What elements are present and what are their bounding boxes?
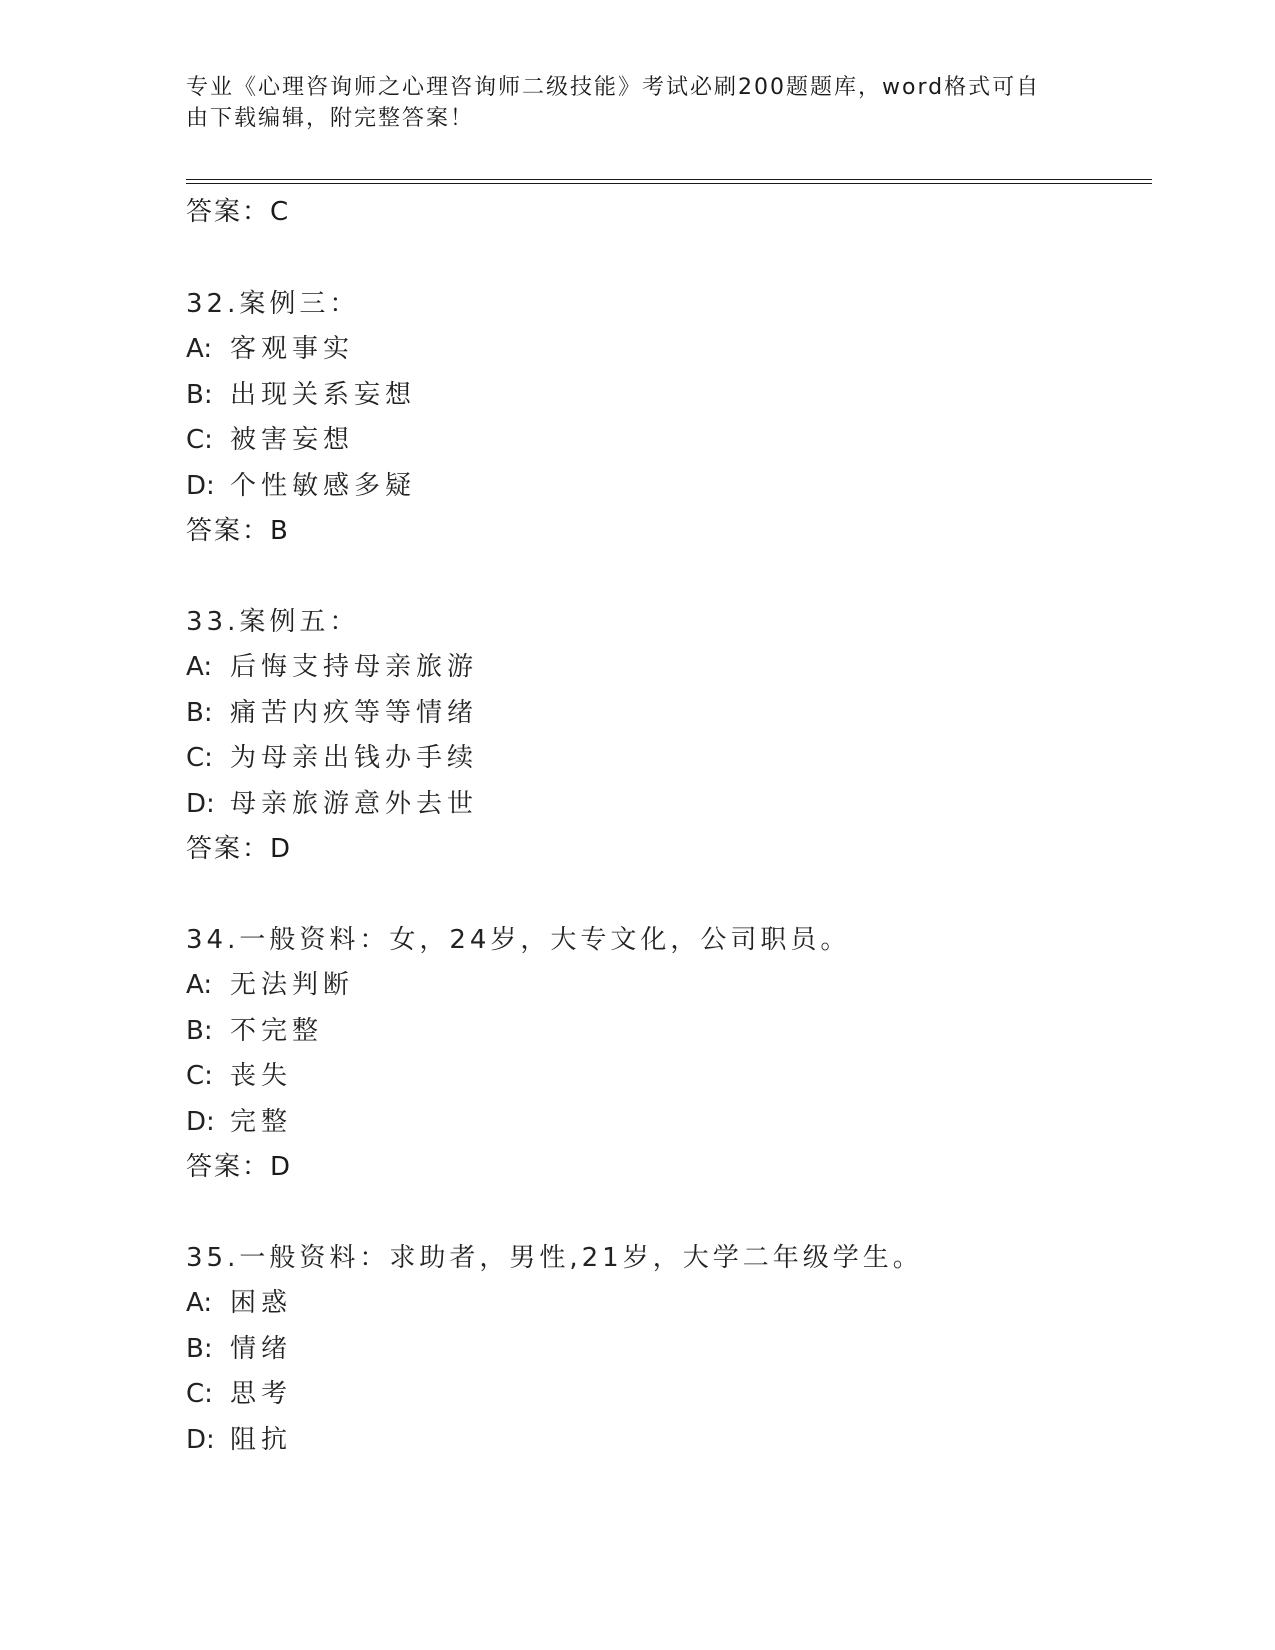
- option-d: [186, 464, 1146, 510]
- option-key: D:: [186, 1424, 215, 1455]
- option-key: A:: [186, 652, 213, 682]
- option-key: D:: [186, 1106, 215, 1137]
- header-divider-bottom: [186, 183, 1152, 184]
- option-key: A:: [186, 970, 213, 1000]
- option-a: [186, 963, 1146, 1009]
- question-35: [186, 1236, 1146, 1463]
- question-answer: 答案：D: [186, 1152, 293, 1182]
- option-c: [186, 736, 1146, 782]
- option-d: [186, 1100, 1146, 1146]
- option-text: 痛苦内疚等等情绪: [230, 697, 479, 728]
- question-33: [186, 600, 1146, 871]
- option-b: [186, 1009, 1146, 1055]
- option-a: [186, 327, 1146, 373]
- option-d: [186, 782, 1146, 828]
- option-a: [186, 645, 1146, 691]
- option-b: [186, 373, 1146, 419]
- option-text: 情绪: [230, 1333, 293, 1364]
- option-key: C:: [186, 743, 213, 773]
- option-text: 客观事实: [230, 334, 355, 364]
- option-key: B:: [186, 697, 213, 728]
- question-34: [186, 918, 1146, 1189]
- question-title: 32.案例三：: [186, 289, 360, 319]
- option-text: 不完整: [230, 1015, 324, 1046]
- option-text: 丧失: [230, 1061, 293, 1091]
- option-text: 思考: [230, 1379, 293, 1409]
- option-key: A:: [186, 1288, 213, 1318]
- option-c: [186, 1372, 1146, 1418]
- document-header: [186, 72, 1066, 134]
- question-title: 35.一般资料：求助者，男性,21岁，大学二年级学生。: [186, 1243, 923, 1273]
- option-text: 困惑: [230, 1288, 293, 1318]
- option-key: A:: [186, 334, 213, 364]
- option-b: [186, 691, 1146, 737]
- option-a: [186, 1281, 1146, 1327]
- header-line-2: 由下载编辑，附完整答案！: [186, 106, 475, 131]
- question-title: 33.案例五：: [186, 607, 360, 637]
- option-key: D:: [186, 470, 215, 501]
- question-title: 34.一般资料：女，24岁，大专文化，公司职员。: [186, 925, 851, 955]
- option-key: C:: [186, 1379, 213, 1409]
- option-text: 被害妄想: [230, 425, 355, 455]
- option-key: B:: [186, 1015, 213, 1046]
- option-d: [186, 1418, 1146, 1464]
- option-text: 完整: [230, 1106, 293, 1137]
- option-key: C:: [186, 1061, 213, 1091]
- question-32: [186, 282, 1146, 553]
- header-line-1: 专业《心理咨询师之心理咨询师二级技能》考试必刷200题题库，word格式可自: [186, 75, 1041, 100]
- option-text: 母亲旅游意外去世: [230, 788, 479, 819]
- option-c: [186, 418, 1146, 464]
- option-text: 为母亲出钱办手续: [230, 743, 479, 773]
- option-b: [186, 1327, 1146, 1373]
- option-text: 个性敏感多疑: [230, 470, 417, 501]
- header-divider-top: [186, 179, 1152, 180]
- question-answer: 答案：B: [186, 516, 290, 546]
- previous-answer: 答案：C: [186, 197, 291, 227]
- option-key: C:: [186, 425, 213, 455]
- option-text: 阻抗: [230, 1424, 293, 1455]
- option-key: B:: [186, 379, 213, 410]
- option-text: 出现关系妄想: [230, 379, 417, 410]
- option-text: 无法判断: [230, 970, 355, 1000]
- option-key: D:: [186, 788, 215, 819]
- option-text: 后悔支持母亲旅游: [230, 652, 479, 682]
- question-answer: 答案：D: [186, 834, 293, 864]
- option-c: [186, 1054, 1146, 1100]
- question-list: [186, 190, 1146, 1463]
- option-key: B:: [186, 1333, 213, 1364]
